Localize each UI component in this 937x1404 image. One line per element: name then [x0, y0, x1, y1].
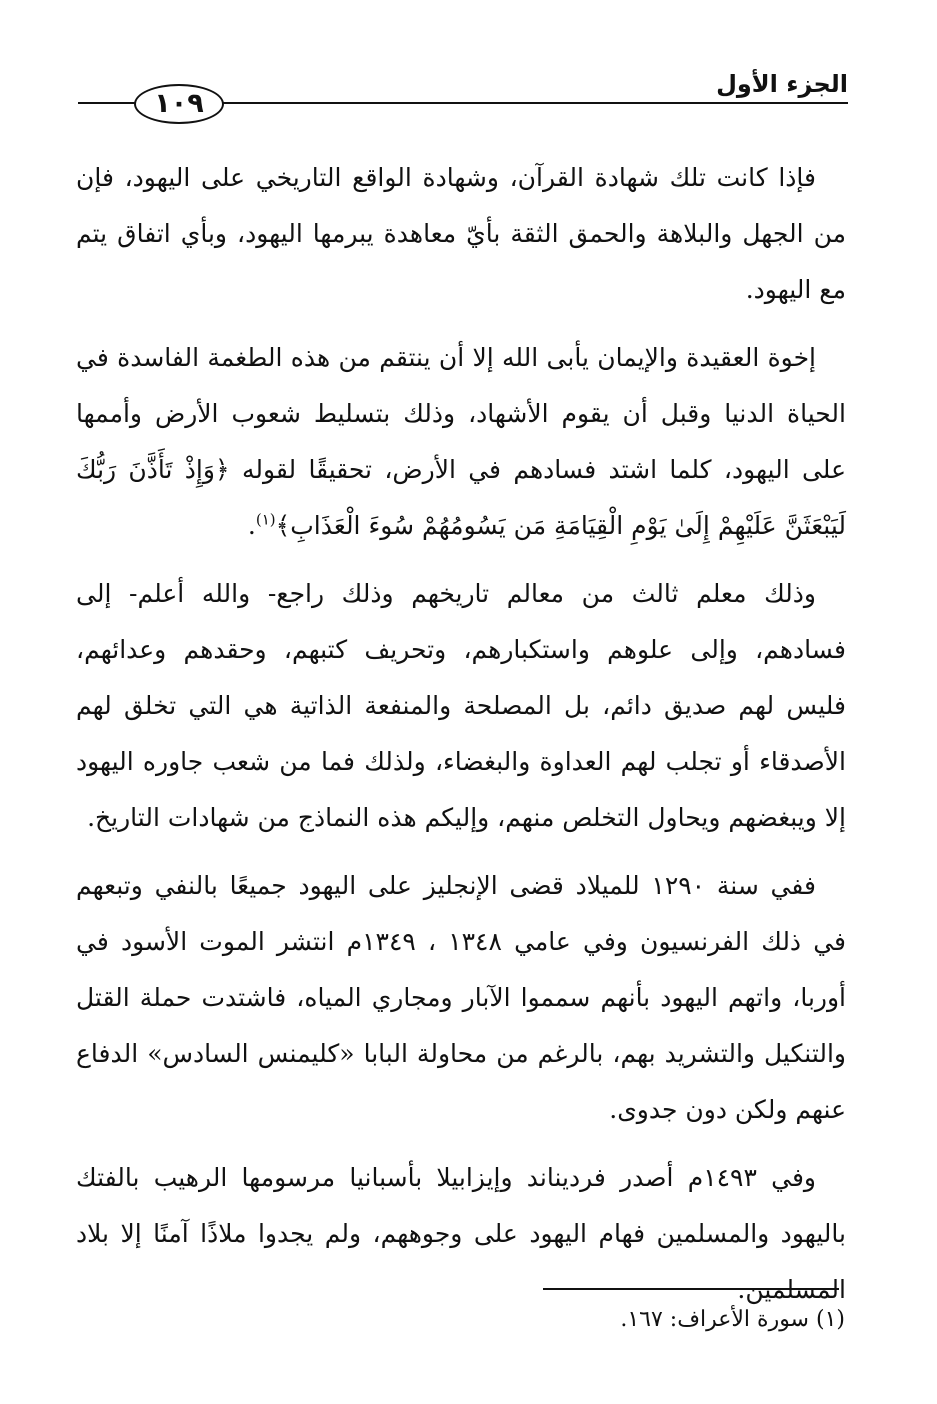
- paragraph-2-text: إخوة العقيدة والإيمان يأبى الله إلا أن ينتقم من هذه الطغمة الفاسدة في الحياة الدنيا وقبل أن يقوم الأشهاد، وذلك بتسليط شعوب الأرض وأممها على اليهود، كلما اشتد فسادهم في الأرض، تحقيقًا لقوله: [76, 343, 846, 484]
- page-header: [68, 70, 848, 130]
- running-title: الجزء الأول: [710, 70, 848, 98]
- paragraph-2: [76, 330, 846, 554]
- page-number: ١٠٩: [134, 84, 224, 124]
- footnote: (١) سورة الأعراف: ١٦٧.: [620, 1307, 845, 1332]
- paragraph-4: ففي سنة ١٢٩٠ للميلاد قضى الإنجليز على اليهود جميعًا بالنفي وتبعهم في ذلك الفرنسيون وفي عامي ١٣٤٨ ، ١٣٤٩م انتشر الموت الأسود في أوربا، واتهم اليهود بأنهم سمموا الآبار ومجاري المياه، فاشتدت حملة القتل والتنكيل والتشريد بهم، بالرغم من محاولة البابا «كليمنس السادس» الدفاع عنهم ولكن دون جدوى.: [76, 871, 847, 1124]
- paragraph-1: فإذا كانت تلك شهادة القرآن، وشهادة الواقع التاريخي على اليهود، فإن من الجهل والبلاهة والحمق الثقة بأيّ معاهدة يبرمها اليهود، وبأي اتفاق يتم مع اليهود.: [76, 163, 846, 304]
- footnote-rule: [543, 1288, 839, 1290]
- body-text: [76, 150, 846, 1330]
- quran-verse: ﴿وَإِذْ تَأَذَّنَ رَبُّكَ لَيَبْعَثَنَّ عَلَيْهِمْ إِلَىٰ يَوْمِ الْقِيَامَةِ مَن يَسُومُهُمْ سُوءَ الْعَذَابِ﴾: [76, 455, 846, 540]
- footnote-reference: (١): [255, 510, 276, 529]
- paragraph-3: وذلك معلم ثالث من معالم تاريخهم وذلك راجع- والله أعلم- إلى فسادهم، وإلى علوهم واستكبارهم، وتحريف كتبهم، وحقدهم وعدائهم، فليس لهم صديق دائم، بل المصلحة والمنفعة الذاتية هي التي تخلق لهم الأصدقاء أو تجلب لهم العداوة والبغضاء، ولذلك فما من شعب جاوره اليهود إلا ويبغضهم ويحاول التخلص منهم، وإليكم هذه النماذج من شهادات التاريخ.: [76, 579, 846, 832]
- paragraph-2-end: .: [247, 511, 256, 540]
- paragraph-5: وفي ١٤٩٣م أصدر فرديناند وإيزابيلا بأسبانيا مرسومها الرهيب بالفتك باليهود والمسلمين فهام اليهود على وجوههم، ولم يجدوا ملاذًا آمنًا إلا بلاد المسلمين.: [76, 1163, 846, 1304]
